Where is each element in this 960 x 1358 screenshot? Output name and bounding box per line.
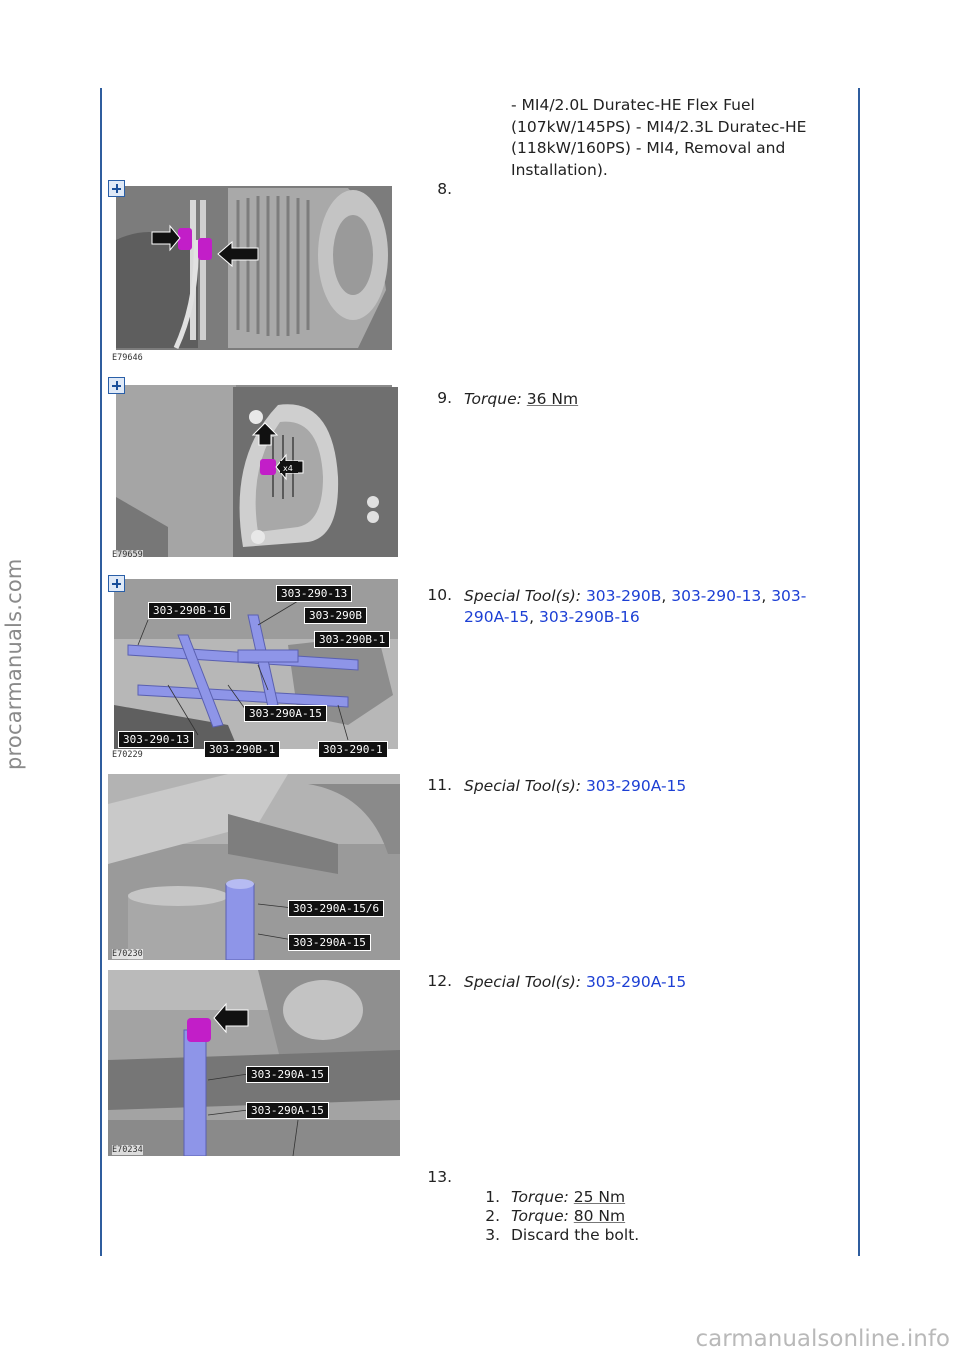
torque-value: 36 Nm — [526, 390, 579, 408]
substep-number: 1. — [485, 1188, 500, 1206]
step-number: 9. — [437, 389, 452, 407]
figure-id: E79646 — [112, 353, 143, 363]
tool-callout: 303-290-13 — [118, 731, 194, 748]
step-11-text — [464, 776, 834, 797]
tool-callout: 303-290B-1 — [314, 631, 390, 648]
right-border-rule — [858, 88, 860, 1256]
zoom-icon[interactable] — [108, 377, 125, 394]
tool-link[interactable]: 303-290A-15 — [585, 973, 687, 991]
step-12-text — [464, 972, 834, 993]
tool-link[interactable]: 303-290B — [585, 587, 662, 605]
torque-label: Torque: — [511, 1188, 569, 1206]
zoom-icon[interactable] — [108, 575, 125, 592]
step-9-figure — [108, 377, 400, 561]
tool-callout: 303-290B — [304, 607, 367, 624]
step-8-figure — [108, 180, 400, 364]
tool-callout: 303-290A-15 — [246, 1066, 329, 1083]
tool-link[interactable]: 303- — [771, 587, 807, 605]
substep-2 — [511, 1207, 625, 1225]
torque-label: Torque: — [464, 390, 522, 408]
special-tools-label: Special Tool(s): — [464, 587, 581, 605]
tool-callout: 303-290-1 — [318, 741, 388, 758]
tool-link[interactable]: 303-290B-16 — [539, 608, 640, 626]
tool-callout: 303-290A-15 — [244, 705, 327, 722]
substep-number: 2. — [485, 1207, 500, 1225]
step-10-figure — [108, 575, 400, 761]
step-12-figure — [108, 970, 400, 1156]
tool-callout: 303-290B-16 — [148, 602, 231, 619]
figure-id: E70230 — [112, 949, 143, 959]
figure-id: E70229 — [112, 750, 143, 760]
bolt-count-badge: x4 — [283, 464, 293, 473]
step-11-figure — [108, 774, 400, 960]
side-watermark: procarmanuals.com — [2, 558, 26, 770]
figure-id: E79659 — [112, 550, 143, 560]
step-number: 10. — [427, 586, 452, 604]
special-tools-label: Special Tool(s): — [464, 777, 581, 795]
bottom-watermark: carmanualsonline.info — [695, 1326, 950, 1352]
left-border-rule — [100, 88, 102, 1256]
step-number: 12. — [427, 972, 452, 990]
tool-link[interactable]: 303-290A-15 — [585, 777, 687, 795]
tool-callout: 303-290B-1 — [204, 741, 280, 758]
figure-id: E70234 — [112, 1145, 143, 1155]
step-number: 11. — [427, 776, 452, 794]
special-tools-label: Special Tool(s): — [464, 973, 581, 991]
tool-link[interactable]: 303-290-13 — [671, 587, 762, 605]
step-10-text: Special Tool(s): 303-290B, 303-290-13, 303- 290A-15, 303-290B-16 — [464, 587, 807, 626]
tool-callout: 303-290A-15 — [288, 934, 371, 951]
tool-callout: 303-290A-15/6 — [288, 900, 384, 917]
tool-callout: 303-290A-15 — [246, 1102, 329, 1119]
torque-label: Torque: — [511, 1207, 569, 1225]
intro-text: - MI4/2.0L Duratec-HE Flex Fuel (107kW/145PS) - MI4/2.3L Duratec-HE (118kW/160PS) - MI4, Removal and Installation). — [511, 96, 807, 179]
zoom-icon[interactable] — [108, 180, 125, 197]
tool-link[interactable]: 290A-15 — [464, 608, 530, 626]
tool-callout: 303-290-13 — [276, 585, 352, 602]
step-number: 13. — [427, 1168, 452, 1186]
substep-3-text: Discard the bolt. — [511, 1226, 640, 1244]
substep-number: 3. — [485, 1226, 500, 1244]
torque-value: 25 Nm — [573, 1188, 626, 1206]
step-number: 8. — [437, 180, 452, 198]
step-9-text — [464, 389, 834, 410]
substep-1 — [511, 1188, 625, 1206]
torque-value: 80 Nm — [573, 1207, 626, 1225]
